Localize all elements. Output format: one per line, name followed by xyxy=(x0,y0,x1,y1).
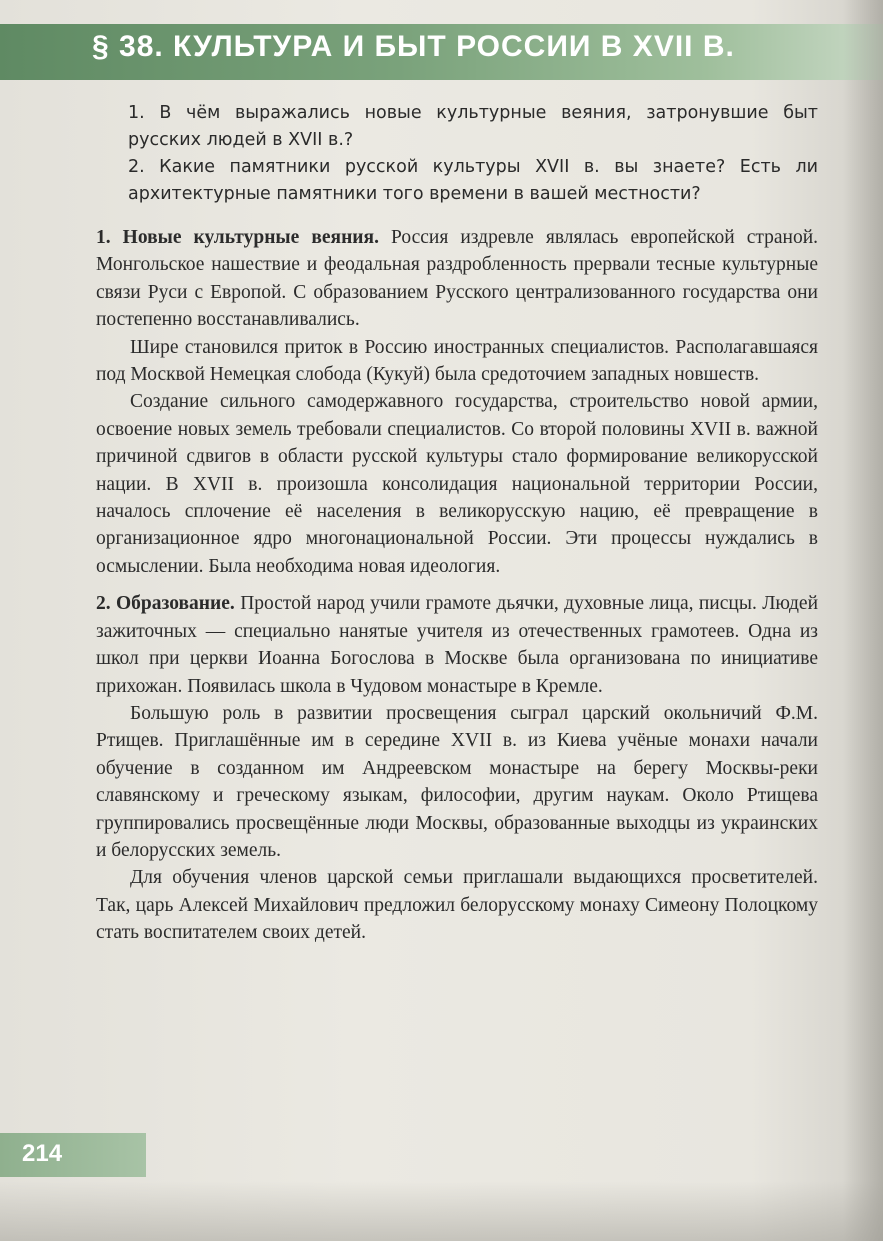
section-1-text: Россия издревле являлась европейской страной. Монгольское нашествие и феодальная раздробленность прервали тесные культурные связи Руси с Европой. С образованием Русского централизованного государства они постепенно восстанавливались. xyxy=(96,227,819,331)
page-title: § 38. КУЛЬТУРА И БЫТ РОССИИ В XVII В. xyxy=(92,30,735,63)
page-number: 214 xyxy=(22,1140,63,1167)
section-1-paragraph xyxy=(96,224,818,334)
section-2-heading: 2. Образование. xyxy=(96,593,235,615)
section-2-text: Простой народ учили грамоте дьячки, духовные лица, писцы. Людей зажиточных — специально нанятые учителя из отечественных грамотеев. Одна из школ при церкви Иоанна Богослова в Москве была организована по инициативе прихожан. Появилась школа в Чудовом монастыре в Кремле. xyxy=(96,593,819,697)
section-2-paragraph xyxy=(96,590,818,700)
page-bottom-shadow xyxy=(0,1181,883,1241)
section-1-heading: 1. Новые культурные веяния. xyxy=(96,227,379,248)
review-questions xyxy=(128,100,818,208)
page-edge-shadow xyxy=(843,0,883,1241)
paragraph: Большую роль в развитии просвещения сыграл царский окольничий Ф.М. Ртищев. Приглашённые им в середине XVII в. из Киева учёные монахи начали обучение в созданном им Андреевском монастыре на берегу Москвы-реки славянскому и греческому языкам, философии, другим наукам. Около Ртищева группировались просвещённые люди Москвы, образованные выходцы из украинских и белорусских земель. xyxy=(96,702,818,861)
paragraph: Шире становился приток в Россию иностранных специалистов. Располагавшаяся под Москвой Немецкая слобода (Кукуй) была средоточием западных новшеств. xyxy=(96,336,818,386)
main-text xyxy=(96,224,818,947)
paragraph: Создание сильного самодержавного государства, строительство новой армии, освоение новых земель требовали специалистов. Со второй половины XVII в. важной причиной сдвигов в области русской культуры стало формирование великорусской нации. В XVII в. произошла консолидация национальной территории России, началось сплочение её населения в великорусскую нацию, её превращение в организационное ядро многонациональной России. Эти процессы нуждались в осмыслении. Была необходима новая идеология. xyxy=(96,391,818,577)
paragraph: Для обучения членов царской семьи приглашали выдающихся просветителей. Так, царь Алексей Михайлович предложил белорусскому монаху Симеону Полоцкому стать воспитателем своих детей. xyxy=(96,867,818,944)
question-1: 1. В чём выражались новые культурные веяния, затронувшие быт русских людей в XVII в.? xyxy=(128,103,818,150)
question-2: 2. Какие памятники русской культуры XVII в. вы знаете? Есть ли архитектурные памятники того времени в вашей местности? xyxy=(128,157,818,204)
